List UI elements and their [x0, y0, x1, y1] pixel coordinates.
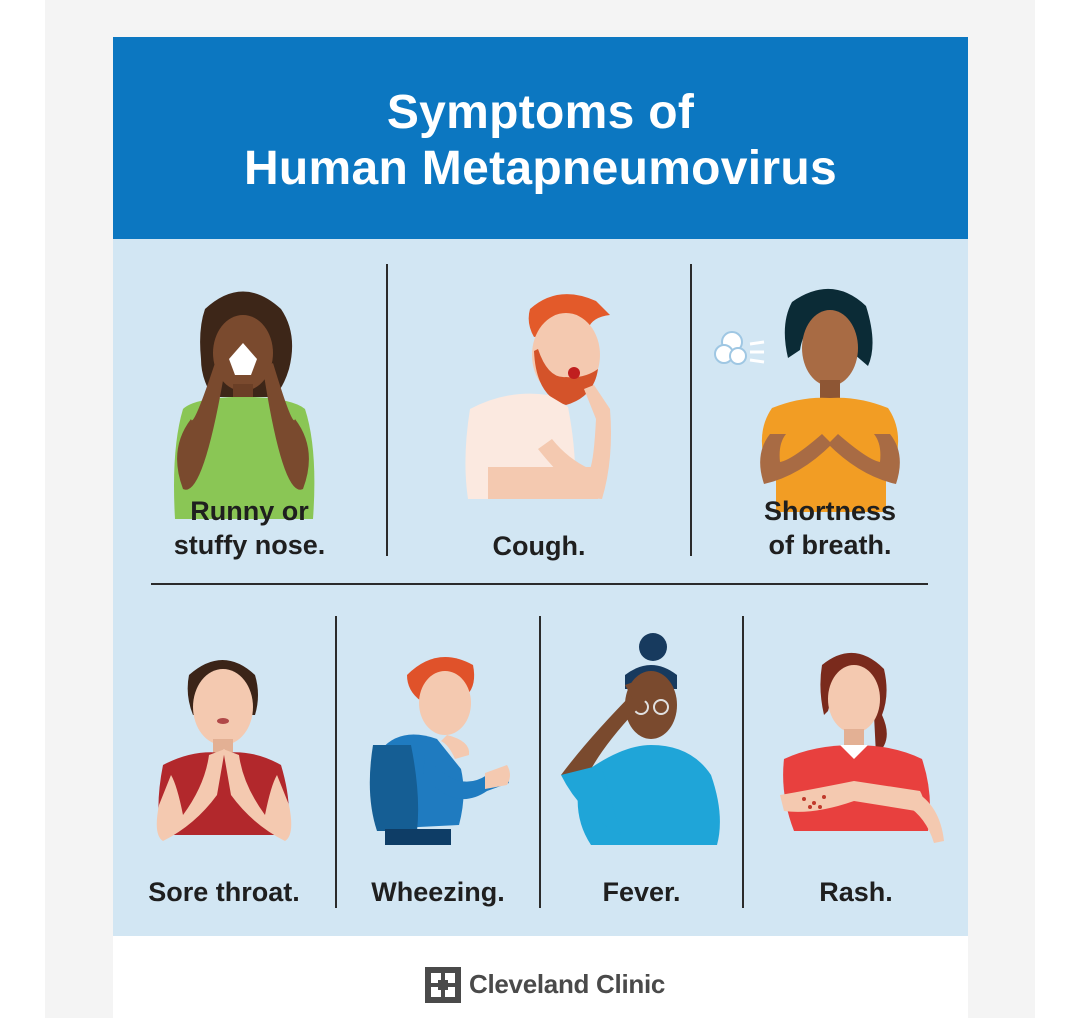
- infographic-title: [113, 85, 968, 197]
- footer: [113, 936, 968, 1018]
- brand-name: Cleveland Clinic: [469, 969, 666, 999]
- title-line-2: Human Metapneumovirus: [243, 142, 838, 195]
- symptom-label: [337, 875, 539, 909]
- wheezing-illustration: [337, 645, 539, 875]
- cough-illustration: [388, 289, 690, 549]
- symptom-label: [113, 875, 335, 909]
- rash-illustration: [744, 645, 968, 875]
- symptom-wheezing: [337, 585, 539, 936]
- symptoms-panel: [113, 239, 968, 936]
- symptom-label: [113, 494, 386, 562]
- label-line-1: Cough.: [492, 531, 586, 561]
- label-line-1: Runny or: [190, 496, 309, 526]
- header-banner: [113, 37, 968, 239]
- symptom-label: [541, 875, 742, 909]
- symptom-label: [744, 875, 968, 909]
- title-line-1: Symptoms of: [386, 86, 695, 139]
- infographic-card: [113, 37, 968, 1018]
- label-line-1: Fever.: [602, 877, 681, 907]
- symptom-label: [692, 494, 968, 562]
- symptom-label: [388, 529, 690, 563]
- left-margin: [0, 0, 45, 1018]
- fever-illustration: [541, 625, 742, 855]
- symptom-sore-throat: [113, 585, 335, 936]
- symptom-rash: [744, 585, 968, 936]
- label-line-1: Wheezing.: [371, 877, 505, 907]
- label-line-1: Rash.: [819, 877, 893, 907]
- symptom-runny-nose: [113, 239, 386, 583]
- cleveland-clinic-logo: [425, 965, 665, 1005]
- label-line-2: stuffy nose.: [173, 530, 326, 560]
- symptom-cough: [388, 239, 690, 583]
- symptom-shortness-of-breath: [692, 239, 968, 583]
- cleveland-clinic-mark-icon: [425, 967, 461, 1003]
- label-line-1: Shortness: [763, 496, 897, 526]
- symptom-fever: [541, 585, 742, 936]
- sore-throat-illustration: [113, 645, 335, 865]
- label-line-1: Sore throat.: [148, 877, 300, 907]
- label-line-2: of breath.: [768, 530, 892, 560]
